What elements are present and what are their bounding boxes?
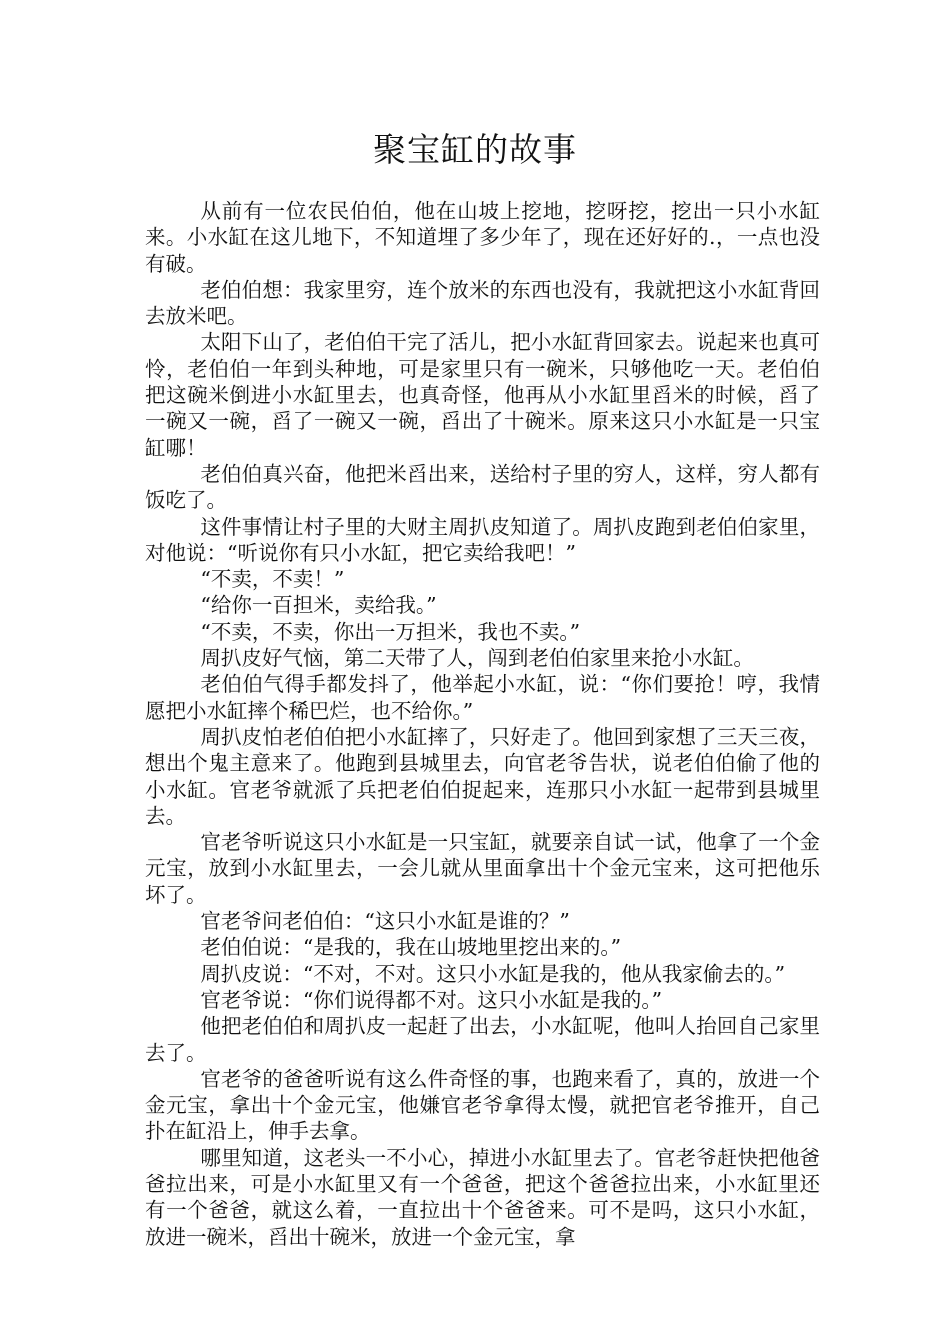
paragraph: 周扒皮说：“不对，不对。这只小水缸是我的，他从我家偷去的。” (200, 961, 786, 986)
paragraph: 太阳下山了，老伯伯干完了活儿，把小水缸背回家去。说起来也真可怜，老伯伯一年到头种地，可是家里只有一碗米，只够他吃一天。老伯伯把这碗米倒进小水缸里去，也真奇怪，他再从小水缸里舀米的时候，舀了一碗又一碗，舀了一碗又一碗，舀出了十碗米。原来这只小水缸是一只宝缸哪！ (145, 330, 820, 460)
paragraph: 周扒皮好气恼，第二天带了人，闯到老伯伯家里来抢小水缸。 (200, 646, 754, 671)
document-body (145, 198, 820, 1250)
paragraph: “不卖，不卖！” (200, 567, 345, 592)
document-title: 聚宝缸的故事 (373, 130, 577, 169)
paragraph: 哪里知道，这老头一不小心，掉进小水缸里去了。官老爷赶快把他爸爸拉出来，可是小水缸里又有一个爸爸，把这个爸爸拉出来，小水缸里还有一个爸爸，就这么着，一直拉出十个爸爸来。可不是吗，这只小水缸，放进一碗米，舀出十碗米，放进一个金元宝，拿 (145, 1145, 820, 1249)
paragraph: 周扒皮怕老伯伯把小水缸摔了，只好走了。他回到家想了三天三夜，想出个鬼主意来了。他跑到县城里去，向官老爷告状，说老伯伯偷了他的小水缸。官老爷就派了兵把老伯伯捉起来，连那只小水缸一起带到县城里去。 (145, 724, 820, 828)
paragraph: “给你一百担米，卖给我。” (200, 593, 437, 618)
paragraph: 官老爷的爸爸听说有这么件奇怪的事，也跑来看了，真的，放进一个金元宝，拿出十个金元宝，他嫌官老爷拿得太慢，就把官老爷推开，自己扑在缸沿上，伸手去拿。 (145, 1066, 820, 1144)
paragraph: 官老爷听说这只小水缸是一只宝缸，就要亲自试一试，他拿了一个金元宝，放到小水缸里去，一会儿就从里面拿出十个金元宝来，这可把他乐坏了。 (145, 830, 820, 907)
paragraph: “不卖，不卖，你出一万担米，我也不卖。” (200, 619, 581, 644)
paragraph: 老伯伯气得手都发抖了，他举起小水缸，说：“你们要抢！哼，我情愿把小水缸摔个稀巴烂，也不给你。” (145, 672, 820, 723)
paragraph: 这件事情让村子里的大财主周扒皮知道了。周扒皮跑到老伯伯家里，对他说：“听说你有只小水缸，把它卖给我吧！” (145, 514, 820, 565)
paragraph: 老伯伯说：“是我的，我在山坡地里挖出来的。” (200, 935, 622, 960)
paragraph: 他把老伯伯和周扒皮一起赶了出去，小水缸呢，他叫人抬回自己家里去了。 (145, 1014, 820, 1065)
paragraph: 老伯伯真兴奋，他把米舀出来，送给村子里的穷人，这样，穷人都有饭吃了。 (145, 461, 820, 513)
paragraph: 从前有一位农民伯伯，他在山坡上挖地，挖呀挖，挖出一只小水缸来。小水缸在这儿地下，不知道埋了多少年了，现在还好好的.，一点也没有破。 (145, 199, 820, 276)
paragraph: 官老爷问老伯伯：“这只小水缸是谁的？” (200, 909, 570, 934)
paragraph: 老伯伯想：我家里穷，连个放米的东西也没有，我就把这小水缸背回去放米吧。 (145, 277, 820, 329)
paragraph: 官老爷说：“你们说得都不对。这只小水缸是我的。” (200, 987, 663, 1012)
